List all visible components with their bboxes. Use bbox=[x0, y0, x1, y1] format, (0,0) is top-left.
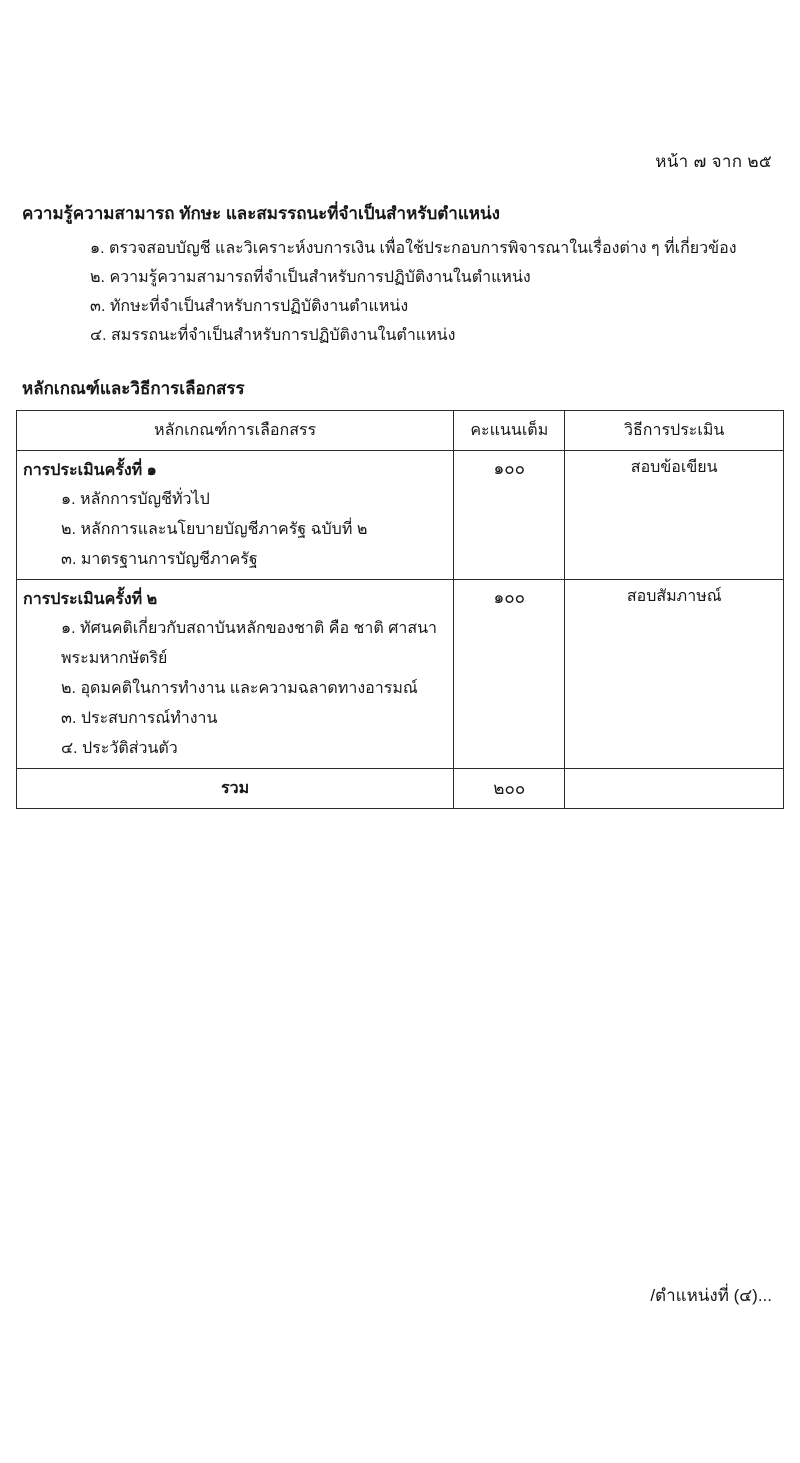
round-title: การประเมินครั้งที่ ๑ bbox=[23, 462, 157, 479]
footer-note: /ตำแหน่งที่ (๔)... bbox=[650, 1286, 772, 1305]
method-cell-round-2: สอบสัมภาษณ์ bbox=[565, 580, 784, 769]
competency-heading: ความรู้ความสามารถ ทักษะ และสมรรถนะที่จำเป็นสำหรับตำแหน่ง bbox=[22, 204, 500, 223]
column-header-criteria: หลักเกณฑ์การเลือกสรร bbox=[17, 411, 454, 451]
list-item: ๒. ความรู้ความสามารถที่จำเป็นสำหรับการปฏิบัติงานในตำแหน่ง bbox=[90, 269, 531, 286]
total-score: ๒๐๐ bbox=[454, 769, 565, 809]
column-header-score: คะแนนเต็ม bbox=[454, 411, 565, 451]
list-item: ๒. หลักการและนโยบายบัญชีภาครัฐ ฉบับที่ ๒ bbox=[61, 521, 368, 538]
method-cell-round-1: สอบข้อเขียน bbox=[565, 451, 784, 580]
list-item: ๑. หลักการบัญชีทั่วไป bbox=[61, 491, 210, 508]
criteria-cell-round-2 bbox=[17, 580, 454, 769]
round-title: การประเมินครั้งที่ ๒ bbox=[23, 591, 158, 608]
criteria-cell-round-1 bbox=[17, 451, 454, 580]
table-total-row bbox=[17, 769, 784, 809]
list-item: ๑. ทัศนคติเกี่ยวกับสถาบันหลักของชาติ คือ ชาติ ศาสนา พระมหากษัตริย์ bbox=[61, 620, 438, 667]
column-header-method: วิธีการประเมิน bbox=[565, 411, 784, 451]
criteria-table bbox=[16, 410, 784, 809]
table-row bbox=[17, 580, 784, 769]
page-number: หน้า ๗ จาก ๒๕ bbox=[655, 152, 772, 171]
list-item: ๔. ประวัติส่วนตัว bbox=[61, 740, 178, 757]
list-item: ๒. อุดมคติในการทำงาน และความฉลาดทางอารมณ์ bbox=[61, 680, 418, 697]
total-label: รวม bbox=[17, 769, 454, 809]
table-row bbox=[17, 451, 784, 580]
list-item: ๑. ตรวจสอบบัญชี และวิเคราะห์งบการเงิน เพื่อใช้ประกอบการพิจารณาในเรื่องต่าง ๆ ที่เกี่ยวข้อง bbox=[90, 240, 737, 257]
table-header-row bbox=[17, 411, 784, 451]
score-cell-round-2: ๑๐๐ bbox=[454, 580, 565, 769]
list-item: ๓. ทักษะที่จำเป็นสำหรับการปฏิบัติงานตำแหน่ง bbox=[90, 298, 409, 315]
round-2-items bbox=[23, 614, 447, 764]
criteria-heading: หลักเกณฑ์และวิธีการเลือกสรร bbox=[22, 379, 245, 398]
round-1-items bbox=[23, 485, 447, 575]
list-item: ๓. มาตรฐานการบัญชีภาครัฐ bbox=[61, 551, 258, 568]
total-method-cell bbox=[565, 769, 784, 809]
competency-list bbox=[22, 234, 778, 350]
score-cell-round-1: ๑๐๐ bbox=[454, 451, 565, 580]
list-item: ๓. ประสบการณ์ทำงาน bbox=[61, 710, 218, 727]
list-item: ๔. สมรรถนะที่จำเป็นสำหรับการปฏิบัติงานในตำแหน่ง bbox=[90, 327, 456, 344]
